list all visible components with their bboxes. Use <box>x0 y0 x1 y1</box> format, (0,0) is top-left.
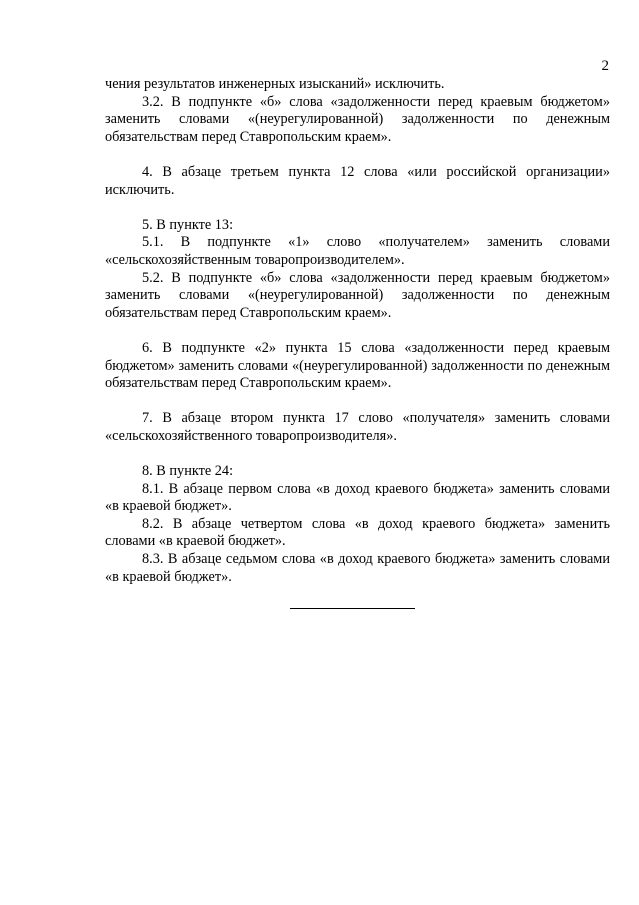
paragraph-5-1: 5.1. В подпункте «1» слово «получателем» заменить словами «сельскохозяйственным товаропроизводителем». <box>105 234 610 268</box>
paragraph-3-2: 3.2. В подпункте «б» слова «задолженности перед краевым бюджетом» заменить словами «(неурегулированной) задолженности по денежным обязательствам перед Ставропольским краем». <box>105 93 610 145</box>
paragraph-4: 4. В абзаце третьем пункта 12 слова «или российской организации» исключить. <box>105 163 610 198</box>
paragraph-continuation: чения результатов инженерных изысканий» исключить. <box>105 76 445 92</box>
page-number: 2 <box>601 58 609 74</box>
paragraph-8-1: 8.1. В абзаце первом слова «в доход краевого бюджета» заменить словами «в краевой бюджет». <box>105 480 610 515</box>
paragraph-5-heading: 5. В пункте 13: <box>142 216 234 233</box>
paragraph-6: 6. В подпункте «2» пункта 15 слова «задолженности перед краевым бюджетом» заменить словами «(неурегулированной) задолженности по денежным обязательствам перед Ставропольским краем». <box>105 339 610 392</box>
paragraph-8-heading: 8. В пункте 24: <box>142 463 234 480</box>
paragraph-8-3: 8.3. В абзаце седьмом слова «в доход краевого бюджета» заменить словами «в краевой бюджет». <box>105 551 610 585</box>
paragraph-8-2: 8.2. В абзаце четвертом слова «в доход краевого бюджета» заменить словами «в краевой бюджет». <box>105 515 610 550</box>
paragraph-7: 7. В абзаце втором пункта 17 слово «получателя» заменить словами «сельскохозяйственного товаропроизводителя». <box>105 410 610 444</box>
end-of-document-rule <box>290 608 415 609</box>
paragraph-5-2: 5.2. В подпункте «б» слова «задолженности перед краевым бюджетом» заменить словами «(неурегулированной) задолженности по денежным обязательствам перед Ставропольским краем». <box>105 269 610 321</box>
document-body <box>105 76 610 586</box>
